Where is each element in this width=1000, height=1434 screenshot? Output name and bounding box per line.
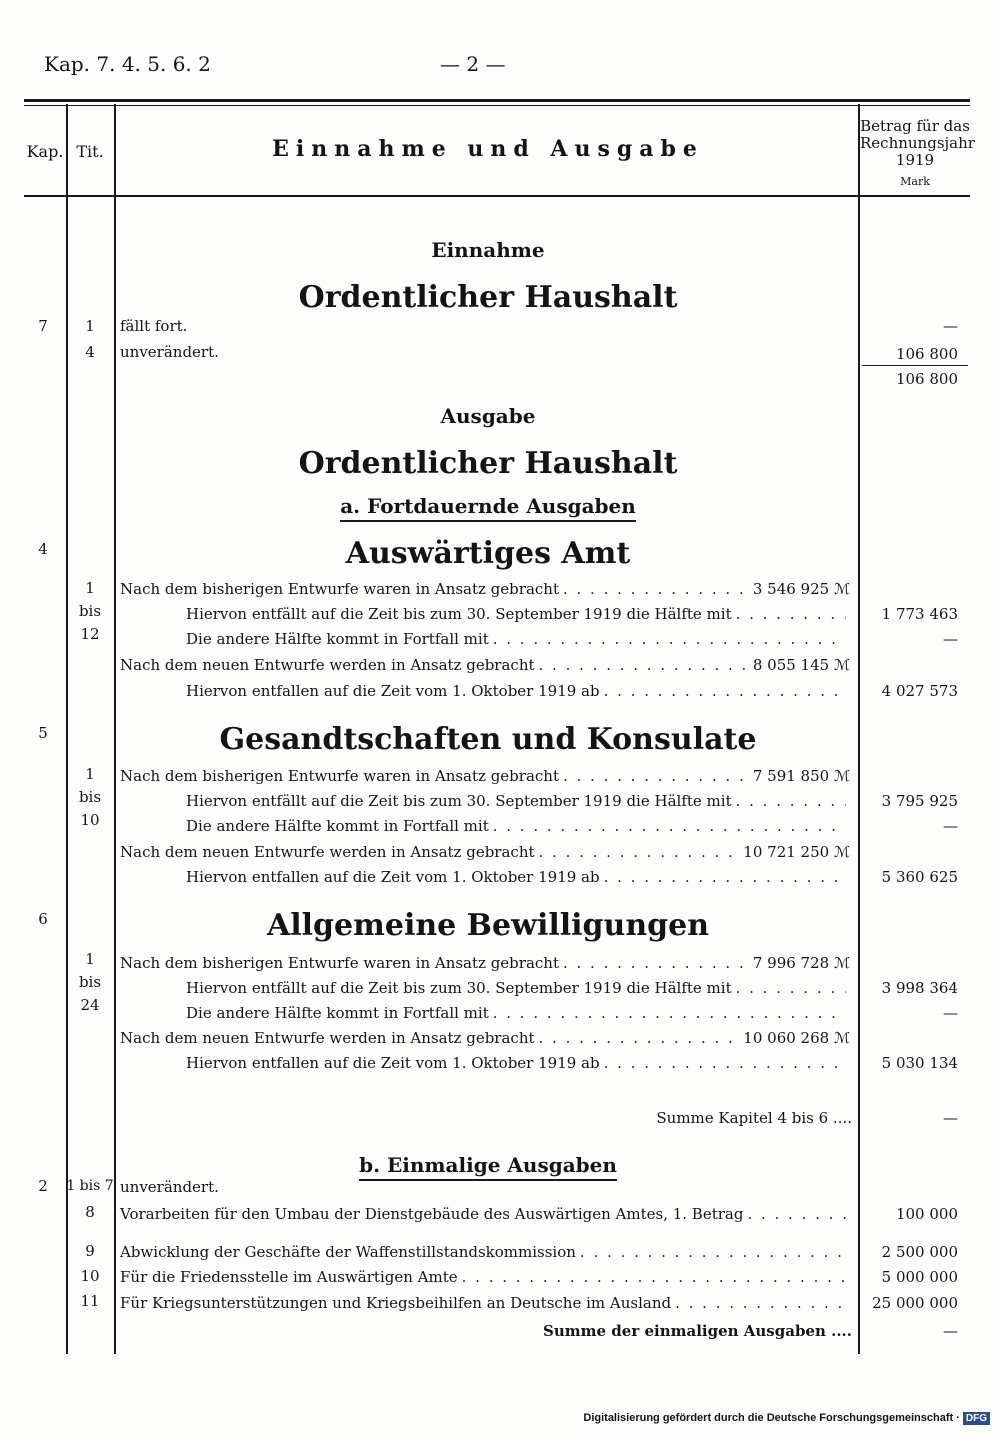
row-amount: 7 591 850 ℳ (752, 767, 850, 785)
leader-dots (604, 682, 846, 700)
leader-dots (563, 580, 749, 598)
col-head-betrag (860, 117, 975, 190)
section-b-row-8 (120, 1205, 850, 1223)
col-divider-tit (114, 104, 116, 1354)
betrag-unit: Mark (900, 175, 930, 188)
summe-einmalig-label: Summe der einmaligen Ausgaben .... (543, 1322, 852, 1340)
leader-dots (493, 630, 846, 648)
section-a-title (340, 494, 636, 522)
row-amount: 10 060 268 ℳ (743, 1029, 850, 1047)
chapter-5-row-new (120, 843, 850, 861)
chapter-5-row-half (186, 792, 850, 810)
row-amount: 8 055 145 ℳ (752, 656, 850, 674)
section-b-letter: b. (359, 1153, 381, 1177)
tit-from: 1 (85, 765, 95, 783)
row-label: Hiervon entfällt auf die Zeit bis zum 30. September 1919 die Hälfte mit (186, 979, 732, 997)
einnahme-subheading: Ordentlicher Haushalt (298, 280, 678, 315)
tit-bis: bis (78, 788, 102, 806)
chapter-6-value-fortfall: — (943, 1004, 958, 1022)
section-b-title (359, 1153, 617, 1181)
chapter-4-title: Auswärtiges Amt (345, 536, 631, 571)
row-amount: 3 546 925 ℳ (752, 580, 850, 598)
chapter-6-kap: 6 (38, 910, 48, 928)
chapter-5-value-fortfall: — (943, 817, 958, 835)
tit-to: 12 (80, 625, 100, 643)
chapter-5-title: Gesandtschaften und Konsulate (219, 722, 757, 757)
einnahme-kap: 7 (38, 317, 48, 335)
row-label: Die andere Hälfte kommt in Fortfall mit (186, 817, 489, 835)
chapter-6-value-from-oct: 5 030 134 (881, 1054, 958, 1072)
leader-dots (736, 792, 846, 810)
betrag-line1: Betrag für das (860, 117, 970, 135)
row-label: Nach dem neuen Entwurfe werden in Ansatz gebracht (120, 656, 535, 674)
leader-dots (563, 954, 749, 972)
einnahme-row-1-value: — (943, 317, 958, 335)
row-amount: 7 996 728 ℳ (752, 954, 850, 972)
row-label: Nach dem bisherigen Entwurfe waren in Ansatz gebracht (120, 954, 559, 972)
chapter-6-row-half (186, 979, 850, 997)
chapter-4-value-fortfall: — (943, 630, 958, 648)
section-b-label: Einmalige Ausgaben (387, 1153, 617, 1177)
leader-dots (493, 1004, 846, 1022)
row-label: Abwicklung der Geschäfte der Waffenstillstandskommission (120, 1243, 576, 1261)
row-label: Für die Friedensstelle im Auswärtigen Amte (120, 1268, 458, 1286)
chapter-5-tit-range (66, 763, 114, 832)
chapter-4-value-half: 1 773 463 (881, 605, 958, 623)
page-kap-reference: Kap. 7. 4. 5. 6. 2 (44, 52, 211, 76)
col-divider-betrag (858, 104, 860, 1354)
summe-kapitel-label: Summe Kapitel 4 bis 6 .... (656, 1109, 852, 1127)
col-head-tit: Tit. (76, 142, 104, 161)
top-rule (24, 99, 970, 102)
leader-dots (675, 1294, 846, 1312)
leader-dots (462, 1268, 846, 1286)
section-b-tit-8: 8 (85, 1203, 95, 1221)
tit-to: 10 (80, 811, 100, 829)
chapter-4-tit-range (66, 577, 114, 646)
leader-dots (539, 656, 749, 674)
einnahme-heading: Einnahme (431, 238, 545, 262)
section-b-tit-9: 9 (85, 1242, 95, 1260)
row-label: Nach dem neuen Entwurfe werden in Ansatz gebracht (120, 1029, 535, 1047)
leader-dots (563, 767, 749, 785)
tit-bis: bis (78, 973, 102, 991)
leader-dots (493, 817, 846, 835)
row-amount: 10 721 250 ℳ (743, 843, 850, 861)
row-label: Hiervon entfallen auf die Zeit vom 1. Oktober 1919 ab (186, 868, 600, 886)
section-b-row-9 (120, 1243, 850, 1261)
section-a-label: Fortdauernde Ausgaben (367, 494, 636, 518)
tit-to: 24 (80, 996, 100, 1014)
chapter-4-row-fortfall (186, 630, 850, 648)
row-label: Hiervon entfallen auf die Zeit vom 1. Oktober 1919 ab (186, 1054, 600, 1072)
top-rule-thin (24, 105, 970, 106)
tit-from: 1 (85, 950, 95, 968)
betrag-line2: Rechnungsjahr (860, 134, 975, 152)
col-head-kap: Kap. (26, 142, 64, 161)
section-b-row-10 (120, 1268, 850, 1286)
leader-dots (747, 1205, 846, 1223)
chapter-6-row-from-oct (186, 1054, 850, 1072)
chapter-4-row-from-oct (186, 682, 850, 700)
summe-einmalig-value: — (943, 1322, 958, 1340)
section-b-value-8: 100 000 (895, 1205, 958, 1223)
einnahme-total: 106 800 (895, 370, 958, 388)
leader-dots (539, 1029, 740, 1047)
chapter-6-row-previous (120, 954, 850, 972)
chapter-6-value-half: 3 998 364 (881, 979, 958, 997)
section-b-tit-10: 10 (80, 1267, 100, 1285)
tit-bis: bis (78, 602, 102, 620)
row-label: Hiervon entfällt auf die Zeit bis zum 30. September 1919 die Hälfte mit (186, 792, 732, 810)
dfg-logo: DFG (963, 1412, 990, 1425)
einnahme-row-4-value: 106 800 (895, 345, 958, 363)
header-rule (24, 195, 970, 197)
col-divider-kap (66, 104, 68, 1354)
leader-dots (580, 1243, 846, 1261)
chapter-6-tit-range (66, 948, 114, 1017)
row-label: Hiervon entfällt auf die Zeit bis zum 30. September 1919 die Hälfte mit (186, 605, 732, 623)
chapter-6-row-new (120, 1029, 850, 1047)
row-label: Nach dem neuen Entwurfe werden in Ansatz gebracht (120, 843, 535, 861)
leader-dots (539, 843, 740, 861)
chapter-4-value-from-oct: 4 027 573 (881, 682, 958, 700)
row-label: Nach dem bisherigen Entwurfe waren in Ansatz gebracht (120, 580, 559, 598)
einnahme-row-1-text: fällt fort. (120, 317, 188, 335)
row-label: Vorarbeiten für den Umbau der Dienstgebäude des Auswärtigen Amtes, 1. Betrag (120, 1205, 744, 1223)
leader-dots (604, 868, 846, 886)
footer-text: Digitalisierung gefördert durch die Deutsche Forschungsgemeinschaft · (583, 1412, 960, 1424)
section-a-heading (118, 494, 858, 518)
row-label: Für Kriegsunterstützungen und Kriegsbeihilfen an Deutsche im Ausland (120, 1294, 672, 1312)
chapter-6-title: Allgemeine Bewilligungen (266, 908, 710, 943)
einnahme-tit-4: 4 (85, 343, 95, 361)
chapter-6-row-fortfall (186, 1004, 850, 1022)
row-label: Die andere Hälfte kommt in Fortfall mit (186, 630, 489, 648)
section-b-value-10: 5 000 000 (881, 1268, 958, 1286)
chapter-4-row-half (186, 605, 850, 623)
chapter-4-row-new (120, 656, 850, 674)
main-title: Einnahme und Ausgabe (272, 136, 704, 162)
row-label: Nach dem bisherigen Entwurfe waren in Ansatz gebracht (120, 767, 559, 785)
summe-kapitel-value: — (943, 1109, 958, 1127)
chapter-5-row-fortfall (186, 817, 850, 835)
ausgabe-subheading: Ordentlicher Haushalt (298, 446, 678, 481)
chapter-5-value-half: 3 795 925 (881, 792, 958, 810)
digitization-footer (583, 1412, 990, 1425)
leader-dots (736, 605, 846, 623)
section-b-value-11: 25 000 000 (872, 1294, 958, 1312)
section-b-tit-11: 11 (80, 1292, 100, 1310)
section-b-tit-1-7: 1 bis 7 (66, 1178, 114, 1194)
leader-dots (604, 1054, 846, 1072)
betrag-line3: 1919 (895, 151, 935, 169)
section-a-letter: a. (340, 494, 361, 518)
chapter-5-kap: 5 (38, 724, 48, 742)
section-b-row-1-7-text: unverändert. (120, 1178, 219, 1196)
chapter-4-kap: 4 (38, 540, 48, 558)
section-b-kap: 2 (38, 1177, 48, 1195)
tit-from: 1 (85, 579, 95, 597)
section-b-value-9: 2 500 000 (881, 1243, 958, 1261)
row-label: Hiervon entfallen auf die Zeit vom 1. Oktober 1919 ab (186, 682, 600, 700)
chapter-5-row-previous (120, 767, 850, 785)
ausgabe-heading: Ausgabe (440, 404, 536, 428)
section-b-heading (118, 1153, 858, 1177)
section-b-row-11 (120, 1294, 850, 1312)
leader-dots (736, 979, 846, 997)
chapter-5-value-from-oct: 5 360 625 (881, 868, 958, 886)
chapter-5-row-from-oct (186, 868, 850, 886)
row-label: Die andere Hälfte kommt in Fortfall mit (186, 1004, 489, 1022)
page-number: — 2 — (440, 52, 506, 76)
einnahme-tit-1: 1 (85, 317, 95, 335)
einnahme-sum-rule (862, 365, 968, 366)
einnahme-row-4-text: unverändert. (120, 343, 219, 361)
chapter-4-row-previous (120, 580, 850, 598)
